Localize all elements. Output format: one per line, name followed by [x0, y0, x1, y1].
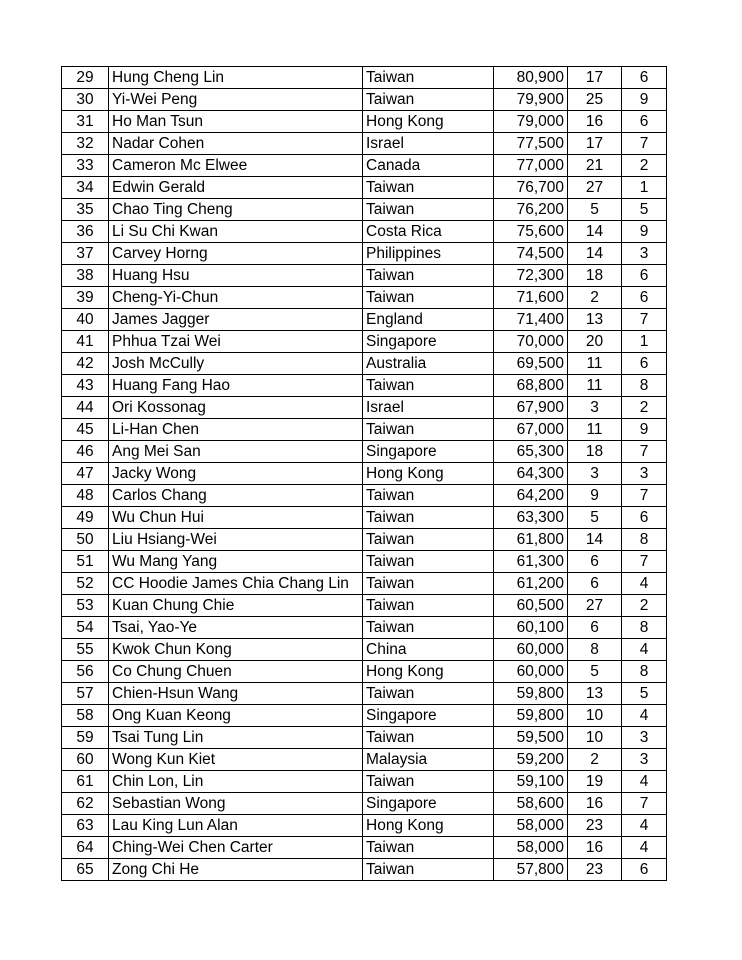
- table-row: [62, 595, 667, 617]
- table-row: [62, 661, 667, 683]
- points-cell: 71,400: [494, 309, 568, 331]
- player-name-cell: Li Su Chi Kwan: [109, 221, 363, 243]
- table-row: [62, 353, 667, 375]
- rank-cell: 58: [62, 705, 109, 727]
- table-row: [62, 771, 667, 793]
- rank-cell: 59: [62, 727, 109, 749]
- value-a-cell: 16: [568, 111, 622, 133]
- value-b-cell: 9: [622, 419, 667, 441]
- value-b-cell: 6: [622, 859, 667, 881]
- country-cell: Australia: [363, 353, 494, 375]
- points-cell: 76,700: [494, 177, 568, 199]
- value-b-cell: 7: [622, 485, 667, 507]
- table-row: [62, 705, 667, 727]
- country-cell: Taiwan: [363, 265, 494, 287]
- player-name-cell: CC Hoodie James Chia Chang Lin: [109, 573, 363, 595]
- points-cell: 61,800: [494, 529, 568, 551]
- country-cell: Hong Kong: [363, 815, 494, 837]
- player-name-cell: Zong Chi He: [109, 859, 363, 881]
- table-row: [62, 199, 667, 221]
- points-cell: 77,000: [494, 155, 568, 177]
- rank-cell: 55: [62, 639, 109, 661]
- country-cell: Taiwan: [363, 771, 494, 793]
- value-b-cell: 9: [622, 89, 667, 111]
- value-a-cell: 19: [568, 771, 622, 793]
- country-cell: Costa Rica: [363, 221, 494, 243]
- points-cell: 60,100: [494, 617, 568, 639]
- points-cell: 61,300: [494, 551, 568, 573]
- rank-cell: 50: [62, 529, 109, 551]
- points-cell: 75,600: [494, 221, 568, 243]
- rank-cell: 39: [62, 287, 109, 309]
- rank-cell: 60: [62, 749, 109, 771]
- value-a-cell: 23: [568, 815, 622, 837]
- table-row: [62, 287, 667, 309]
- player-name-cell: Phhua Tzai Wei: [109, 331, 363, 353]
- rank-cell: 44: [62, 397, 109, 419]
- value-b-cell: 3: [622, 727, 667, 749]
- value-a-cell: 14: [568, 221, 622, 243]
- rank-cell: 64: [62, 837, 109, 859]
- rank-cell: 63: [62, 815, 109, 837]
- rank-cell: 56: [62, 661, 109, 683]
- player-name-cell: Josh McCully: [109, 353, 363, 375]
- value-a-cell: 2: [568, 749, 622, 771]
- rank-cell: 30: [62, 89, 109, 111]
- points-cell: 80,900: [494, 67, 568, 89]
- value-b-cell: 7: [622, 551, 667, 573]
- country-cell: Taiwan: [363, 595, 494, 617]
- points-cell: 77,500: [494, 133, 568, 155]
- rank-cell: 41: [62, 331, 109, 353]
- rank-cell: 29: [62, 67, 109, 89]
- player-name-cell: Carvey Horng: [109, 243, 363, 265]
- value-a-cell: 11: [568, 375, 622, 397]
- country-cell: Taiwan: [363, 67, 494, 89]
- country-cell: Hong Kong: [363, 661, 494, 683]
- value-b-cell: 4: [622, 837, 667, 859]
- country-cell: Israel: [363, 397, 494, 419]
- player-name-cell: Huang Fang Hao: [109, 375, 363, 397]
- player-name-cell: Sebastian Wong: [109, 793, 363, 815]
- player-name-cell: Tsai Tung Lin: [109, 727, 363, 749]
- rank-cell: 35: [62, 199, 109, 221]
- value-b-cell: 4: [622, 815, 667, 837]
- value-a-cell: 10: [568, 727, 622, 749]
- player-name-cell: Hung Cheng Lin: [109, 67, 363, 89]
- rank-cell: 37: [62, 243, 109, 265]
- player-name-cell: Wong Kun Kiet: [109, 749, 363, 771]
- player-name-cell: Co Chung Chuen: [109, 661, 363, 683]
- player-name-cell: Wu Mang Yang: [109, 551, 363, 573]
- player-name-cell: Carlos Chang: [109, 485, 363, 507]
- rank-cell: 40: [62, 309, 109, 331]
- country-cell: Taiwan: [363, 485, 494, 507]
- value-a-cell: 5: [568, 661, 622, 683]
- value-a-cell: 6: [568, 573, 622, 595]
- player-name-cell: Lau King Lun Alan: [109, 815, 363, 837]
- table-row: [62, 639, 667, 661]
- country-cell: Taiwan: [363, 507, 494, 529]
- country-cell: Taiwan: [363, 837, 494, 859]
- value-a-cell: 14: [568, 529, 622, 551]
- country-cell: Singapore: [363, 793, 494, 815]
- country-cell: Taiwan: [363, 199, 494, 221]
- country-cell: Canada: [363, 155, 494, 177]
- rank-cell: 51: [62, 551, 109, 573]
- points-cell: 68,800: [494, 375, 568, 397]
- table-row: [62, 837, 667, 859]
- points-cell: 61,200: [494, 573, 568, 595]
- table-row: [62, 749, 667, 771]
- points-cell: 70,000: [494, 331, 568, 353]
- country-cell: Israel: [363, 133, 494, 155]
- rank-cell: 49: [62, 507, 109, 529]
- country-cell: Taiwan: [363, 287, 494, 309]
- player-name-cell: Yi-Wei Peng: [109, 89, 363, 111]
- value-a-cell: 6: [568, 617, 622, 639]
- value-a-cell: 6: [568, 551, 622, 573]
- points-cell: 58,600: [494, 793, 568, 815]
- value-a-cell: 10: [568, 705, 622, 727]
- points-cell: 57,800: [494, 859, 568, 881]
- points-cell: 58,000: [494, 837, 568, 859]
- value-a-cell: 13: [568, 683, 622, 705]
- player-name-cell: Kuan Chung Chie: [109, 595, 363, 617]
- value-b-cell: 8: [622, 375, 667, 397]
- value-a-cell: 18: [568, 265, 622, 287]
- table-row: [62, 683, 667, 705]
- points-cell: 63,300: [494, 507, 568, 529]
- table-row: [62, 441, 667, 463]
- rank-cell: 45: [62, 419, 109, 441]
- player-name-cell: Huang Hsu: [109, 265, 363, 287]
- country-cell: China: [363, 639, 494, 661]
- table-row: [62, 133, 667, 155]
- player-name-cell: Kwok Chun Kong: [109, 639, 363, 661]
- value-a-cell: 3: [568, 397, 622, 419]
- country-cell: Taiwan: [363, 529, 494, 551]
- value-b-cell: 1: [622, 331, 667, 353]
- value-a-cell: 5: [568, 507, 622, 529]
- table-row: [62, 507, 667, 529]
- table-row: [62, 551, 667, 573]
- value-b-cell: 4: [622, 771, 667, 793]
- country-cell: Taiwan: [363, 859, 494, 881]
- value-a-cell: 21: [568, 155, 622, 177]
- value-b-cell: 3: [622, 749, 667, 771]
- player-name-cell: Ori Kossonag: [109, 397, 363, 419]
- country-cell: Taiwan: [363, 617, 494, 639]
- table-row: [62, 243, 667, 265]
- country-cell: Taiwan: [363, 177, 494, 199]
- table-row: [62, 177, 667, 199]
- points-cell: 76,200: [494, 199, 568, 221]
- table-row: [62, 485, 667, 507]
- rank-cell: 65: [62, 859, 109, 881]
- points-cell: 59,200: [494, 749, 568, 771]
- value-b-cell: 5: [622, 199, 667, 221]
- rank-cell: 32: [62, 133, 109, 155]
- player-name-cell: Cheng-Yi-Chun: [109, 287, 363, 309]
- rank-cell: 61: [62, 771, 109, 793]
- player-name-cell: Edwin Gerald: [109, 177, 363, 199]
- value-a-cell: 16: [568, 837, 622, 859]
- value-b-cell: 4: [622, 705, 667, 727]
- value-a-cell: 27: [568, 595, 622, 617]
- player-name-cell: Cameron Mc Elwee: [109, 155, 363, 177]
- rank-cell: 34: [62, 177, 109, 199]
- value-b-cell: 7: [622, 133, 667, 155]
- value-b-cell: 4: [622, 573, 667, 595]
- table-row: [62, 265, 667, 287]
- value-b-cell: 6: [622, 353, 667, 375]
- value-b-cell: 6: [622, 287, 667, 309]
- points-cell: 67,000: [494, 419, 568, 441]
- country-cell: England: [363, 309, 494, 331]
- points-cell: 60,500: [494, 595, 568, 617]
- value-a-cell: 11: [568, 353, 622, 375]
- country-cell: Singapore: [363, 331, 494, 353]
- value-a-cell: 9: [568, 485, 622, 507]
- rank-cell: 38: [62, 265, 109, 287]
- rank-cell: 47: [62, 463, 109, 485]
- player-name-cell: Chao Ting Cheng: [109, 199, 363, 221]
- table-row: [62, 727, 667, 749]
- table-row: [62, 111, 667, 133]
- points-cell: 59,800: [494, 683, 568, 705]
- points-cell: 60,000: [494, 661, 568, 683]
- rank-cell: 46: [62, 441, 109, 463]
- points-cell: 64,300: [494, 463, 568, 485]
- player-name-cell: Ang Mei San: [109, 441, 363, 463]
- rank-cell: 52: [62, 573, 109, 595]
- points-cell: 58,000: [494, 815, 568, 837]
- player-name-cell: Li-Han Chen: [109, 419, 363, 441]
- table-row: [62, 793, 667, 815]
- rank-cell: 53: [62, 595, 109, 617]
- country-cell: Malaysia: [363, 749, 494, 771]
- country-cell: Philippines: [363, 243, 494, 265]
- standings-table: [61, 66, 667, 881]
- value-b-cell: 6: [622, 67, 667, 89]
- value-b-cell: 3: [622, 463, 667, 485]
- country-cell: Taiwan: [363, 727, 494, 749]
- country-cell: Taiwan: [363, 419, 494, 441]
- value-b-cell: 1: [622, 177, 667, 199]
- value-b-cell: 6: [622, 507, 667, 529]
- value-a-cell: 3: [568, 463, 622, 485]
- value-b-cell: 9: [622, 221, 667, 243]
- country-cell: Hong Kong: [363, 463, 494, 485]
- value-b-cell: 7: [622, 309, 667, 331]
- country-cell: Taiwan: [363, 375, 494, 397]
- table-row: [62, 463, 667, 485]
- rank-cell: 43: [62, 375, 109, 397]
- table-row: [62, 331, 667, 353]
- value-b-cell: 7: [622, 441, 667, 463]
- table-row: [62, 815, 667, 837]
- points-cell: 64,200: [494, 485, 568, 507]
- player-name-cell: Chien-Hsun Wang: [109, 683, 363, 705]
- country-cell: Singapore: [363, 441, 494, 463]
- points-cell: 72,300: [494, 265, 568, 287]
- player-name-cell: Jacky Wong: [109, 463, 363, 485]
- value-a-cell: 27: [568, 177, 622, 199]
- value-a-cell: 17: [568, 67, 622, 89]
- points-cell: 79,900: [494, 89, 568, 111]
- country-cell: Taiwan: [363, 551, 494, 573]
- points-cell: 71,600: [494, 287, 568, 309]
- rank-cell: 57: [62, 683, 109, 705]
- rank-cell: 42: [62, 353, 109, 375]
- value-b-cell: 8: [622, 617, 667, 639]
- player-name-cell: Ong Kuan Keong: [109, 705, 363, 727]
- player-name-cell: Tsai, Yao-Ye: [109, 617, 363, 639]
- country-cell: Taiwan: [363, 573, 494, 595]
- table-row: [62, 221, 667, 243]
- table-row: [62, 89, 667, 111]
- table-row: [62, 155, 667, 177]
- value-a-cell: 20: [568, 331, 622, 353]
- table-row: [62, 529, 667, 551]
- value-b-cell: 4: [622, 639, 667, 661]
- country-cell: Singapore: [363, 705, 494, 727]
- player-name-cell: Chin Lon, Lin: [109, 771, 363, 793]
- points-cell: 67,900: [494, 397, 568, 419]
- value-b-cell: 5: [622, 683, 667, 705]
- value-a-cell: 17: [568, 133, 622, 155]
- points-cell: 59,500: [494, 727, 568, 749]
- table-row: [62, 375, 667, 397]
- table-row: [62, 617, 667, 639]
- table-row: [62, 397, 667, 419]
- rank-cell: 54: [62, 617, 109, 639]
- points-cell: 59,800: [494, 705, 568, 727]
- value-b-cell: 2: [622, 595, 667, 617]
- standings-body: [62, 67, 667, 881]
- value-a-cell: 11: [568, 419, 622, 441]
- value-a-cell: 14: [568, 243, 622, 265]
- table-row: [62, 67, 667, 89]
- player-name-cell: James Jagger: [109, 309, 363, 331]
- value-b-cell: 6: [622, 111, 667, 133]
- value-b-cell: 8: [622, 529, 667, 551]
- rank-cell: 33: [62, 155, 109, 177]
- value-b-cell: 6: [622, 265, 667, 287]
- player-name-cell: Ho Man Tsun: [109, 111, 363, 133]
- value-b-cell: 3: [622, 243, 667, 265]
- country-cell: Taiwan: [363, 683, 494, 705]
- player-name-cell: Nadar Cohen: [109, 133, 363, 155]
- points-cell: 65,300: [494, 441, 568, 463]
- rank-cell: 31: [62, 111, 109, 133]
- value-a-cell: 16: [568, 793, 622, 815]
- value-a-cell: 2: [568, 287, 622, 309]
- rank-cell: 36: [62, 221, 109, 243]
- table-row: [62, 859, 667, 881]
- value-a-cell: 8: [568, 639, 622, 661]
- points-cell: 59,100: [494, 771, 568, 793]
- table-row: [62, 419, 667, 441]
- points-cell: 60,000: [494, 639, 568, 661]
- value-a-cell: 13: [568, 309, 622, 331]
- value-a-cell: 23: [568, 859, 622, 881]
- rank-cell: 62: [62, 793, 109, 815]
- points-cell: 69,500: [494, 353, 568, 375]
- value-a-cell: 25: [568, 89, 622, 111]
- rank-cell: 48: [62, 485, 109, 507]
- value-b-cell: 8: [622, 661, 667, 683]
- value-a-cell: 5: [568, 199, 622, 221]
- value-b-cell: 7: [622, 793, 667, 815]
- points-cell: 79,000: [494, 111, 568, 133]
- value-b-cell: 2: [622, 155, 667, 177]
- country-cell: Taiwan: [363, 89, 494, 111]
- points-cell: 74,500: [494, 243, 568, 265]
- player-name-cell: Ching-Wei Chen Carter: [109, 837, 363, 859]
- table-row: [62, 573, 667, 595]
- player-name-cell: Wu Chun Hui: [109, 507, 363, 529]
- table-row: [62, 309, 667, 331]
- value-b-cell: 2: [622, 397, 667, 419]
- value-a-cell: 18: [568, 441, 622, 463]
- player-name-cell: Liu Hsiang-Wei: [109, 529, 363, 551]
- country-cell: Hong Kong: [363, 111, 494, 133]
